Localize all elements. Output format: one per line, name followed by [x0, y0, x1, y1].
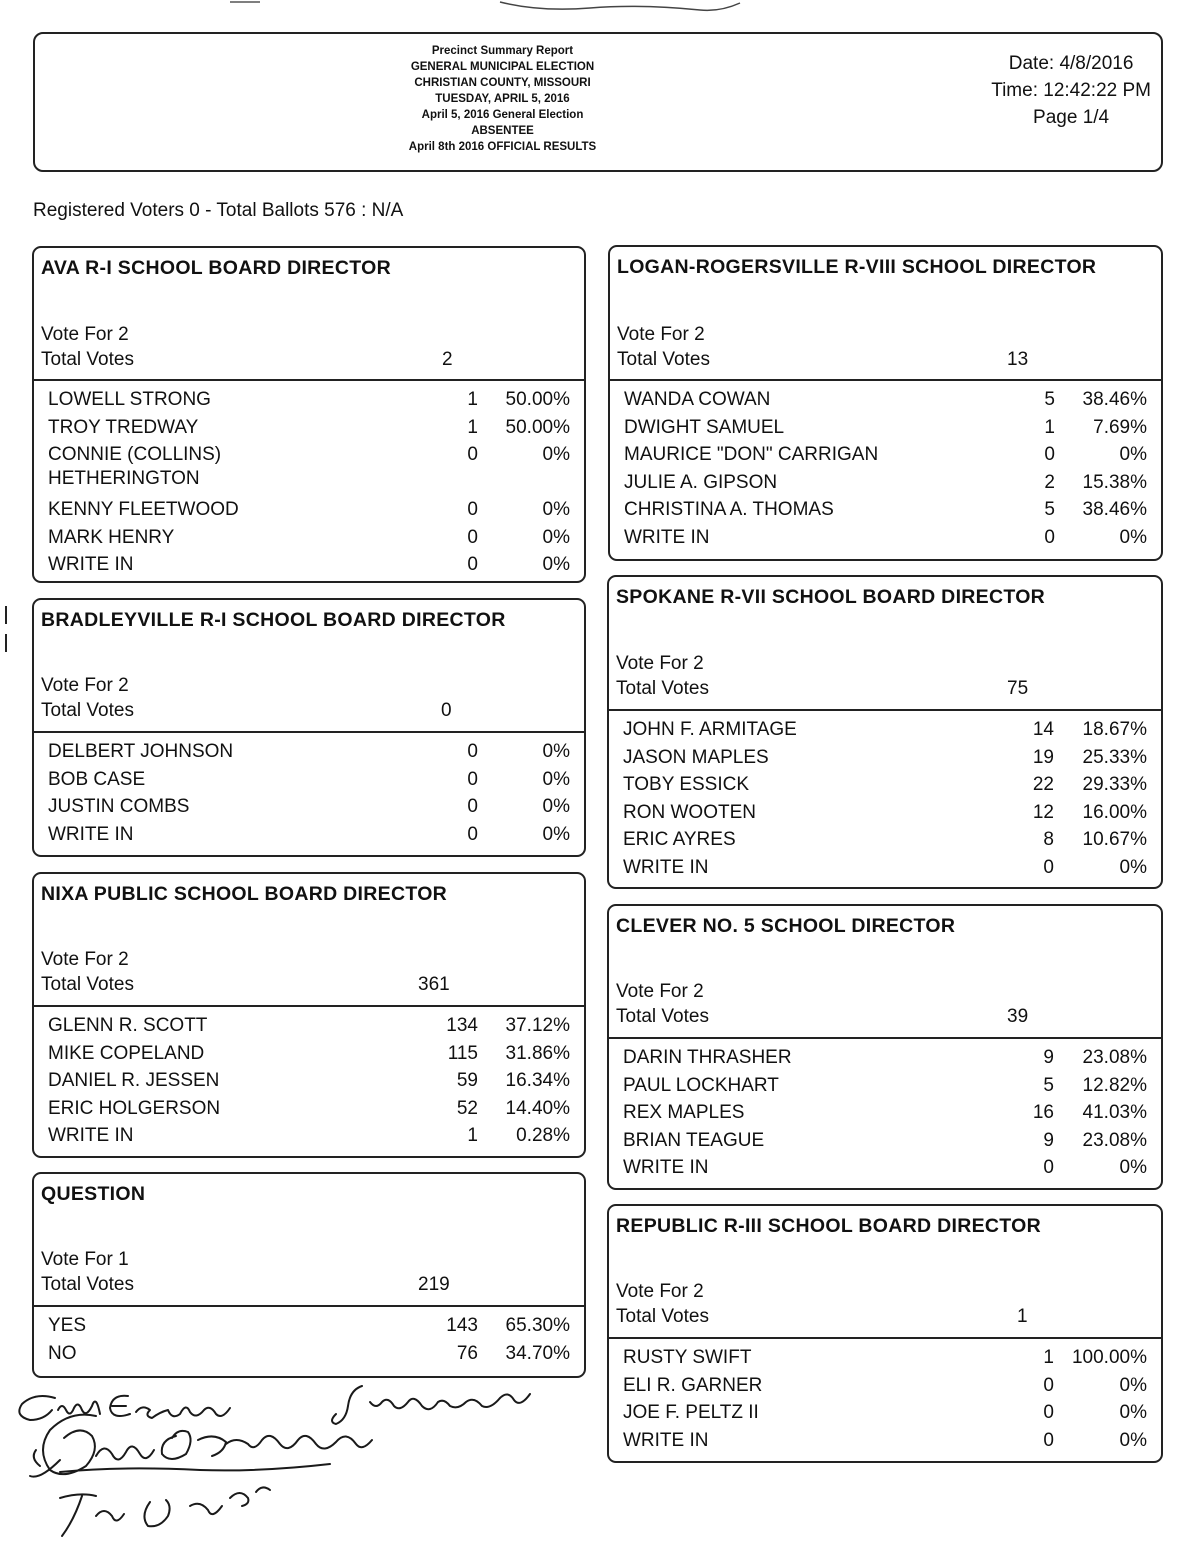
candidate-percent: 23.08%: [1082, 1047, 1147, 1068]
candidate-votes: 5: [1044, 389, 1055, 410]
scan-edge-mark: [5, 634, 7, 652]
candidate-votes: 0: [467, 444, 478, 465]
total-votes-label: Total Votes: [617, 349, 710, 370]
race-divider: [609, 1037, 1161, 1039]
candidate-name: PAUL LOCKHART: [623, 1074, 779, 1096]
candidate-percent: 0%: [1119, 1157, 1147, 1178]
total-votes-label: Total Votes: [616, 1006, 709, 1027]
race-box-republic: [607, 1204, 1163, 1463]
total-votes-value: 75: [1007, 678, 1029, 699]
vote-for-label: Vote For 2: [617, 324, 705, 345]
candidate-percent: 18.67%: [1082, 719, 1147, 740]
candidate-votes: 22: [1032, 774, 1054, 795]
race-box-question: [32, 1172, 586, 1378]
candidate-name: JULIE A. GIPSON: [624, 471, 778, 493]
report-line: April 8th 2016 OFFICIAL RESULTS: [408, 141, 597, 153]
vote-for-label: Vote For 2: [41, 675, 129, 696]
candidate-row-continuation: [34, 467, 584, 498]
candidate-name: ERIC HOLGERSON: [48, 1097, 221, 1119]
candidate-votes: 1: [467, 1125, 478, 1146]
candidate-row: [34, 387, 584, 415]
race-title: AVA R-I SCHOOL BOARD DIRECTOR: [41, 257, 391, 279]
candidate-row: [609, 1400, 1161, 1428]
candidate-name: CHRISTINA A. THOMAS: [624, 499, 834, 520]
candidate-row: [609, 745, 1161, 773]
candidate-row: [609, 1128, 1161, 1156]
race-box-ava: [32, 246, 586, 583]
total-votes-value: 0: [441, 700, 452, 721]
candidate-row: [609, 1100, 1161, 1128]
candidate-name: DARIN THRASHER: [623, 1047, 792, 1068]
candidate-percent: 50.00%: [505, 416, 570, 438]
candidate-name: TROY TREDWAY: [48, 416, 199, 438]
candidate-votes: 0: [467, 499, 478, 520]
candidate-row: [34, 739, 584, 767]
candidate-list: [34, 1013, 584, 1151]
race-divider: [34, 379, 584, 381]
candidate-name: WRITE IN: [623, 856, 709, 878]
registered-voters-line: Registered Voters 0 - Total Ballots 576 : N/A: [33, 200, 404, 221]
race-divider: [609, 709, 1161, 711]
candidate-name: RON WOOTEN: [623, 801, 756, 823]
race-divider: [610, 379, 1161, 381]
candidate-row: [610, 415, 1161, 443]
candidate-percent: 16.00%: [1082, 801, 1147, 823]
candidate-percent: 38.46%: [1082, 389, 1147, 410]
candidate-votes: 0: [467, 741, 478, 762]
candidate-row: [610, 525, 1161, 553]
candidate-row: [34, 1096, 584, 1124]
candidate-row: [609, 827, 1161, 855]
candidate-votes: 1: [1043, 1347, 1054, 1368]
candidate-percent: 15.38%: [1082, 471, 1147, 493]
report-meta: [991, 50, 1151, 131]
total-votes-label: Total Votes: [41, 974, 134, 995]
candidate-row: [609, 1373, 1161, 1401]
race-divider: [34, 1005, 584, 1007]
race-title: SPOKANE R-VII SCHOOL BOARD DIRECTOR: [616, 586, 1046, 608]
candidate-name: DELBERT JOHNSON: [48, 741, 234, 762]
candidate-list: [610, 387, 1161, 552]
candidate-percent: 0%: [542, 499, 570, 520]
candidate-percent: 0%: [542, 526, 570, 548]
report-date: Date: 4/8/2016: [1008, 53, 1134, 74]
candidate-votes: 12: [1032, 801, 1054, 823]
candidate-percent: 50.00%: [505, 389, 570, 410]
report-line: GENERAL MUNICIPAL ELECTION: [410, 61, 595, 73]
candidate-votes: 0: [1043, 1374, 1054, 1396]
vote-for-label: Vote For 2: [616, 981, 704, 1002]
total-votes-value: 2: [442, 349, 453, 370]
candidate-votes: 0: [467, 554, 478, 575]
candidate-percent: 0%: [1119, 1374, 1147, 1396]
total-votes-label: Total Votes: [41, 1274, 134, 1295]
candidate-list: [34, 1313, 584, 1368]
candidate-votes: 1: [467, 389, 478, 410]
total-votes-label: Total Votes: [616, 1306, 709, 1327]
candidate-name: MAURICE "DON" CARRIGAN: [624, 444, 879, 465]
candidate-row: [34, 415, 584, 443]
candidate-votes: 0: [1043, 1402, 1054, 1423]
total-votes-value: 361: [418, 974, 450, 995]
candidate-row: [609, 1045, 1161, 1073]
vote-for-label: Vote For 2: [616, 1281, 704, 1302]
candidate-row: [609, 1155, 1161, 1183]
candidate-percent: 65.30%: [505, 1315, 570, 1336]
candidate-percent: 100.00%: [1071, 1347, 1147, 1368]
candidate-list: [609, 717, 1161, 882]
candidate-list: [609, 1345, 1161, 1455]
candidate-votes: 59: [456, 1070, 478, 1091]
race-title: QUESTION: [41, 1183, 146, 1205]
candidate-percent: 23.08%: [1082, 1129, 1147, 1151]
candidate-percent: 0.28%: [516, 1125, 570, 1146]
race-divider: [609, 1337, 1161, 1339]
total-votes-value: 13: [1007, 349, 1029, 370]
candidate-name: WANDA COWAN: [624, 389, 771, 410]
candidate-votes: 1: [1044, 416, 1055, 438]
candidate-percent: 0%: [542, 823, 570, 845]
candidate-percent: 0%: [1119, 526, 1147, 548]
candidate-percent: 31.86%: [505, 1042, 570, 1064]
report-line: CHRISTIAN COUNTY, MISSOURI: [414, 77, 591, 89]
candidate-list: [609, 1045, 1161, 1183]
candidate-list: [34, 739, 584, 849]
candidate-row: [610, 470, 1161, 498]
candidate-percent: 0%: [542, 796, 570, 817]
scan-edge-mark: [5, 606, 7, 624]
candidate-percent: 0%: [542, 444, 570, 465]
candidate-percent: 12.82%: [1082, 1074, 1147, 1096]
candidate-name: JUSTIN COMBS: [48, 796, 190, 817]
candidate-row: [34, 1068, 584, 1096]
candidate-row: [34, 1013, 584, 1041]
candidate-percent: 14.40%: [505, 1097, 570, 1119]
candidate-percent: 29.33%: [1082, 774, 1147, 795]
candidate-row: [34, 1313, 584, 1341]
candidate-name: JOE F. PELTZ II: [623, 1402, 759, 1423]
candidate-name: RUSTY SWIFT: [623, 1347, 752, 1368]
race-title: LOGAN-ROGERSVILLE R-VIII SCHOOL DIRECTOR: [617, 256, 1097, 278]
race-box-spokane: [607, 575, 1163, 889]
candidate-votes: 0: [1043, 856, 1054, 878]
candidate-votes: 19: [1032, 746, 1054, 768]
candidate-percent: 41.03%: [1082, 1102, 1147, 1123]
race-title: BRADLEYVILLE R-I SCHOOL BOARD DIRECTOR: [41, 609, 506, 631]
candidate-list: [34, 387, 584, 580]
total-votes-label: Total Votes: [41, 700, 134, 721]
total-votes-label: Total Votes: [41, 349, 134, 370]
race-box-bradleyville: [32, 598, 586, 857]
report-line: ABSENTEE: [471, 125, 534, 137]
candidate-percent: 0%: [1119, 444, 1147, 465]
candidate-votes: 52: [456, 1097, 478, 1119]
candidate-row: [34, 794, 584, 822]
candidate-name: WRITE IN: [623, 1429, 709, 1451]
candidate-votes: 14: [1032, 719, 1054, 740]
candidate-votes: 0: [467, 796, 478, 817]
candidate-percent: 0%: [1119, 1429, 1147, 1451]
candidate-percent: 0%: [1119, 856, 1147, 878]
candidate-row: [34, 1041, 584, 1069]
total-votes-value: 219: [418, 1274, 450, 1295]
candidate-name: WRITE IN: [48, 1125, 134, 1146]
candidate-row: [609, 855, 1161, 883]
candidate-name: ERIC AYRES: [623, 829, 736, 850]
scan-top-edge: [0, 0, 1200, 12]
candidate-row: [34, 552, 584, 580]
candidate-row: [610, 387, 1161, 415]
candidate-row: [609, 717, 1161, 745]
candidate-name: TOBY ESSICK: [623, 774, 750, 795]
candidate-row: [610, 442, 1161, 470]
report-title-block: [335, 43, 670, 155]
candidate-votes: 1: [467, 416, 478, 438]
signatures-image: [0, 1380, 560, 1560]
total-votes-value: 1: [1017, 1306, 1028, 1327]
report-time: Time: 12:42:22 PM: [991, 80, 1151, 101]
candidate-votes: 76: [456, 1342, 478, 1364]
race-title: NIXA PUBLIC SCHOOL BOARD DIRECTOR: [41, 883, 448, 905]
vote-for-label: Vote For 2: [616, 653, 704, 674]
candidate-votes: 0: [1043, 1157, 1054, 1178]
candidate-votes: 134: [446, 1015, 478, 1036]
candidate-percent: 0%: [542, 768, 570, 790]
candidate-votes: 5: [1043, 1074, 1054, 1096]
candidate-votes: 0: [1043, 1429, 1054, 1451]
candidate-row: [609, 1073, 1161, 1101]
candidate-row: [610, 497, 1161, 525]
race-box-logan-rogersville: [608, 245, 1163, 561]
page-number: Page 1/4: [1033, 107, 1110, 128]
candidate-name-continued: HETHERINGTON: [48, 467, 200, 489]
candidate-name: MARK HENRY: [48, 526, 175, 548]
report-line: April 5, 2016 General Election: [421, 109, 584, 121]
candidate-row: [34, 442, 584, 470]
candidate-row: [609, 1345, 1161, 1373]
candidate-row: [609, 772, 1161, 800]
total-votes-value: 39: [1007, 1006, 1029, 1027]
candidate-votes: 16: [1032, 1102, 1054, 1123]
candidate-percent: 0%: [1119, 1402, 1147, 1423]
vote-for-label: Vote For 1: [41, 1249, 129, 1270]
candidate-name: JASON MAPLES: [623, 746, 769, 768]
candidate-row: [34, 822, 584, 850]
candidate-row: [34, 767, 584, 795]
candidate-name: LOWELL STRONG: [48, 389, 211, 410]
candidate-name: BOB CASE: [48, 768, 146, 790]
candidate-name: CONNIE (COLLINS): [48, 444, 222, 465]
candidate-percent: 37.12%: [505, 1015, 570, 1036]
candidate-percent: 0%: [542, 741, 570, 762]
race-box-nixa: [32, 872, 586, 1158]
candidate-percent: 7.69%: [1093, 416, 1147, 438]
candidate-votes: 0: [1044, 526, 1055, 548]
candidate-name: DANIEL R. JESSEN: [48, 1070, 220, 1091]
candidate-row: [609, 1428, 1161, 1456]
total-votes-label: Total Votes: [616, 678, 709, 699]
candidate-row: [34, 497, 584, 525]
race-divider: [34, 731, 584, 733]
candidate-row: [34, 1123, 584, 1151]
candidate-name: KENNY FLEETWOOD: [48, 499, 239, 520]
vote-for-label: Vote For 2: [41, 949, 129, 970]
candidate-name: JOHN F. ARMITAGE: [623, 719, 797, 740]
candidate-name: GLENN R. SCOTT: [48, 1015, 208, 1036]
candidate-votes: 0: [467, 823, 478, 845]
candidate-percent: 16.34%: [505, 1070, 570, 1091]
candidate-votes: 9: [1043, 1129, 1054, 1151]
candidate-name: NO: [48, 1342, 77, 1364]
candidate-row: [34, 1341, 584, 1369]
candidate-percent: 38.46%: [1082, 499, 1147, 520]
candidate-row: [609, 800, 1161, 828]
candidate-votes: 143: [446, 1315, 478, 1336]
candidate-votes: 0: [1044, 444, 1055, 465]
candidate-votes: 2: [1044, 471, 1055, 493]
candidate-name: YES: [48, 1315, 87, 1336]
race-title: CLEVER NO. 5 SCHOOL DIRECTOR: [616, 915, 956, 937]
report-line: Precinct Summary Report: [431, 45, 574, 57]
candidate-name: WRITE IN: [48, 823, 134, 845]
report-header: [33, 32, 1163, 172]
candidate-percent: 34.70%: [505, 1342, 570, 1364]
candidate-name: BRIAN TEAGUE: [623, 1129, 765, 1151]
candidate-name: REX MAPLES: [623, 1102, 745, 1123]
candidate-name: WRITE IN: [48, 554, 134, 575]
candidate-votes: 0: [467, 526, 478, 548]
candidate-percent: 25.33%: [1082, 746, 1147, 768]
candidate-name: DWIGHT SAMUEL: [624, 416, 785, 438]
candidate-votes: 8: [1043, 829, 1054, 850]
candidate-votes: 115: [447, 1042, 478, 1064]
race-divider: [34, 1305, 584, 1307]
candidate-name: MIKE COPELAND: [48, 1042, 205, 1064]
candidate-votes: 5: [1044, 499, 1055, 520]
candidate-percent: 10.67%: [1082, 829, 1147, 850]
race-title: REPUBLIC R-III SCHOOL BOARD DIRECTOR: [616, 1215, 1042, 1237]
report-line: TUESDAY, APRIL 5, 2016: [435, 93, 570, 105]
candidate-name: WRITE IN: [624, 526, 710, 548]
candidate-name: ELI R. GARNER: [623, 1374, 763, 1396]
race-box-clever: [607, 904, 1163, 1190]
candidate-row: [34, 525, 584, 553]
candidate-name: WRITE IN: [623, 1157, 709, 1178]
candidate-votes: 9: [1043, 1047, 1054, 1068]
vote-for-label: Vote For 2: [41, 324, 129, 345]
candidate-percent: 0%: [542, 554, 570, 575]
candidate-votes: 0: [467, 768, 478, 790]
